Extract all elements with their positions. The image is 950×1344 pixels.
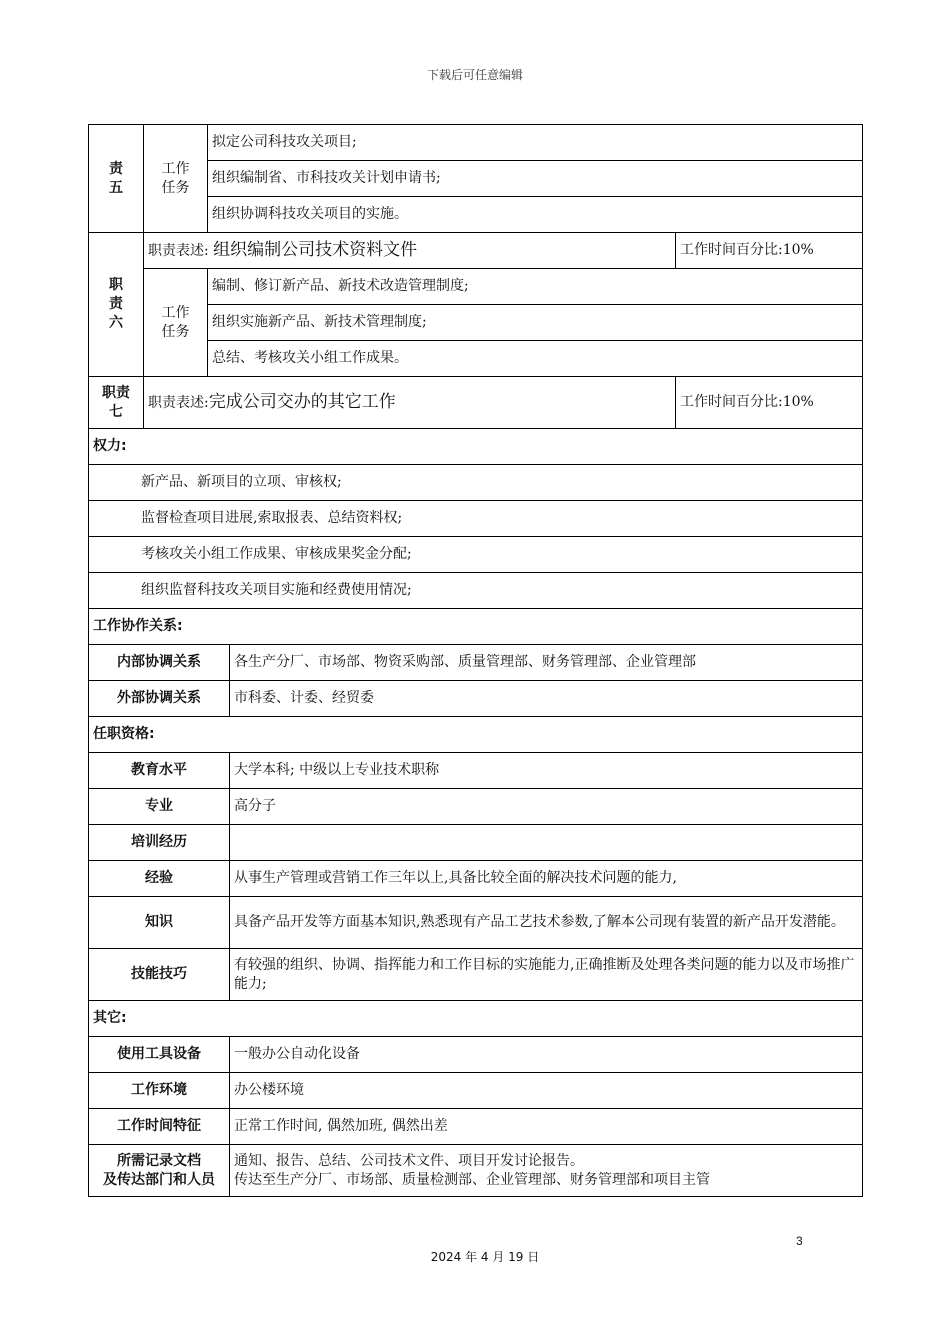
internal-coordination-label: 内部协调关系 [89,645,230,681]
environment-label: 工作环境 [89,1073,230,1109]
duty6-label: 职 责 六 [89,233,144,377]
work-time-label: 工作时间特征 [89,1109,230,1145]
education-label: 教育水平 [89,753,230,789]
qualification-section-title: 任职资格: [89,717,863,753]
header-note: 下载后可任意编辑 [426,68,523,82]
duty5-label: 责 五 [89,125,144,233]
skills-label: 技能技巧 [89,949,230,1001]
duty6-task-label: 工作 任务 [144,269,208,377]
training-value [230,825,863,861]
footer-date: 2024 年 4 月 19 日 [430,1250,540,1264]
education-value: 大学本科; 中级以上专业技术职称 [230,753,863,789]
internal-coordination-value: 各生产分厂、市场部、物资采购部、质量管理部、财务管理部、企业管理部 [230,645,863,681]
major-label: 专业 [89,789,230,825]
documents-value: 通知、报告、总结、公司技术文件、项目开发讨论报告。 传达至生产分厂、市场部、质量检测部、企业管理部、财务管理部和项目主管 [230,1145,863,1197]
experience-value: 从事生产管理或营销工作三年以上,具备比较全面的解决技术问题的能力, [230,861,863,897]
duty5-task: 组织编制省、市科技攻关计划申请书; [208,161,863,197]
duty5-task-label: 工作 任务 [144,125,208,233]
power-item: 组织监督科技攻关项目实施和经费使用情况; [89,573,863,609]
work-time-value: 正常工作时间, 偶然加班, 偶然出差 [230,1109,863,1145]
power-item: 监督检查项目进展,索取报表、总结资料权; [89,501,863,537]
environment-value: 办公楼环境 [230,1073,863,1109]
tools-label: 使用工具设备 [89,1037,230,1073]
duty6-task: 编制、修订新产品、新技术改造管理制度; [208,269,863,305]
power-section-title: 权力: [89,429,863,465]
training-label: 培训经历 [89,825,230,861]
documents-label: 所需记录文档 及传达部门和人员 [89,1145,230,1197]
duty6-task: 组织实施新产品、新技术管理制度; [208,305,863,341]
others-section-title: 其它: [89,1001,863,1037]
skills-value: 有较强的组织、协调、指挥能力和工作目标的实施能力,正确推断及处理各类问题的能力以及市场推广能力; [230,949,863,1001]
power-item: 新产品、新项目的立项、审核权; [89,465,863,501]
power-item: 考核攻关小组工作成果、审核成果奖金分配; [89,537,863,573]
knowledge-value: 具备产品开发等方面基本知识,熟悉现有产品工艺技术参数,了解本公司现有装置的新产品开发潜能。 [230,897,863,949]
duty7-label: 职责 七 [89,377,144,429]
duty7-time-percentage: 工作时间百分比:10% [676,377,863,429]
external-coordination-label: 外部协调关系 [89,681,230,717]
duty7-description: 职责表述:完成公司交办的其它工作 [144,377,676,429]
duty6-description: 职责表述: 组织编制公司技术资料文件 [144,233,676,269]
page-number: 3 [796,1234,803,1248]
experience-label: 经验 [89,861,230,897]
duty5-task: 组织协调科技攻关项目的实施。 [208,197,863,233]
duty5-task: 拟定公司科技攻关项目; [208,125,863,161]
knowledge-label: 知识 [89,897,230,949]
major-value: 高分子 [230,789,863,825]
external-coordination-value: 市科委、计委、经贸委 [230,681,863,717]
duty6-task: 总结、考核攻关小组工作成果。 [208,341,863,377]
cooperation-section-title: 工作协作关系: [89,609,863,645]
job-description-table [88,124,863,1197]
duty6-time-percentage: 工作时间百分比:10% [676,233,863,269]
tools-value: 一般办公自动化设备 [230,1037,863,1073]
